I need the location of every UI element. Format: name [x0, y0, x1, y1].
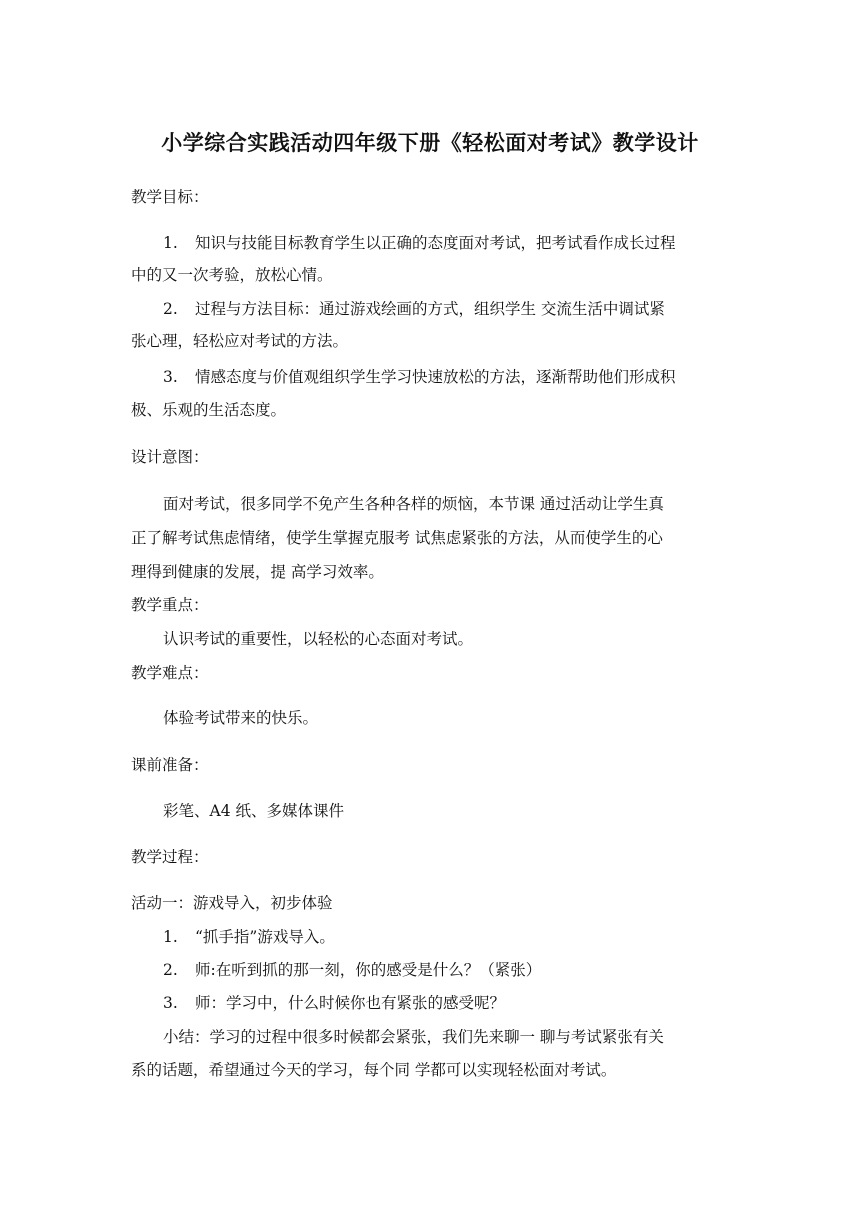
difficulty-text: 体验考试带来的快乐。	[163, 709, 319, 727]
preparation-heading: 课前准备：	[131, 756, 209, 774]
goals-heading: 教学目标：	[131, 188, 209, 206]
process-step-2	[163, 958, 541, 982]
goal-item-2-text: 过程与方法目标：通过游戏绘画的方式，组织学生 交流生活中调试紧	[195, 300, 665, 318]
goal-item-1-text: 知识与技能目标教育学生以正确的态度面对考试，把考试看作成长过程	[195, 234, 676, 252]
goal-item-3-text: 情感态度与价值观组织学生学习快速放松的方法，逐渐帮助他们形成积	[195, 368, 676, 386]
document-title: 小学综合实践活动四年级下册《轻松面对考试》教学设计	[161, 131, 699, 155]
process-step-2-number: 2.	[163, 961, 178, 979]
goal-item-2-number: 2.	[163, 300, 178, 318]
process-step-2-text: 师:在听到抓的那一刻，你的感受是什么？（紧张）	[195, 961, 542, 979]
goal-item-2	[163, 297, 665, 321]
goal-item-3	[163, 365, 676, 389]
process-step-1-number: 1.	[163, 928, 178, 946]
intent-heading: 设计意图：	[131, 448, 209, 466]
key-point-heading: 教学重点：	[131, 596, 209, 614]
process-step-3-text: 师：学习中，什么时候你也有紧张的感受呢？	[195, 994, 506, 1012]
activity-one-title: 活动一：游戏导入，初步体验	[131, 894, 333, 912]
goal-item-1-continued: 中的又一次考验，放松心情。	[131, 266, 333, 284]
process-step-1-text: “抓手指”游戏导入。	[195, 928, 335, 946]
intent-paragraph-line-2: 正了解考试焦虑情绪，使学生掌握克服考 试焦虑紧张的方法，从而使学生的心	[131, 529, 663, 547]
goal-item-1	[163, 231, 676, 255]
intent-paragraph-line-1: 面对考试，很多同学不免产生各种各样的烦恼，本节课 通过活动让学生真	[163, 495, 664, 513]
preparation-text: 彩笔、A4 纸、多媒体课件	[163, 802, 344, 820]
key-point-text: 认识考试的重要性，以轻松的心态面对考试。	[163, 630, 474, 648]
goal-item-3-continued: 极、乐观的生活态度。	[131, 401, 287, 419]
goal-item-2-continued: 张心理，轻松应对考试的方法。	[131, 332, 349, 350]
goal-item-3-number: 3.	[163, 368, 178, 386]
process-step-3	[163, 991, 505, 1015]
goal-item-1-number: 1.	[163, 234, 178, 252]
summary-line-2: 系的话题，希望通过今天的学习，每个同 学都可以实现轻松面对考试。	[131, 1061, 617, 1079]
summary-line-1: 小结：学习的过程中很多时候都会紧张，我们先来聊一 聊与考试紧张有关	[163, 1028, 664, 1046]
process-heading: 教学过程：	[131, 848, 209, 866]
process-step-3-number: 3.	[163, 994, 178, 1012]
process-step-1	[163, 925, 335, 949]
intent-paragraph-line-3: 理得到健康的发展，提 高学习效率。	[131, 563, 384, 581]
difficulty-heading: 教学难点：	[131, 664, 209, 682]
